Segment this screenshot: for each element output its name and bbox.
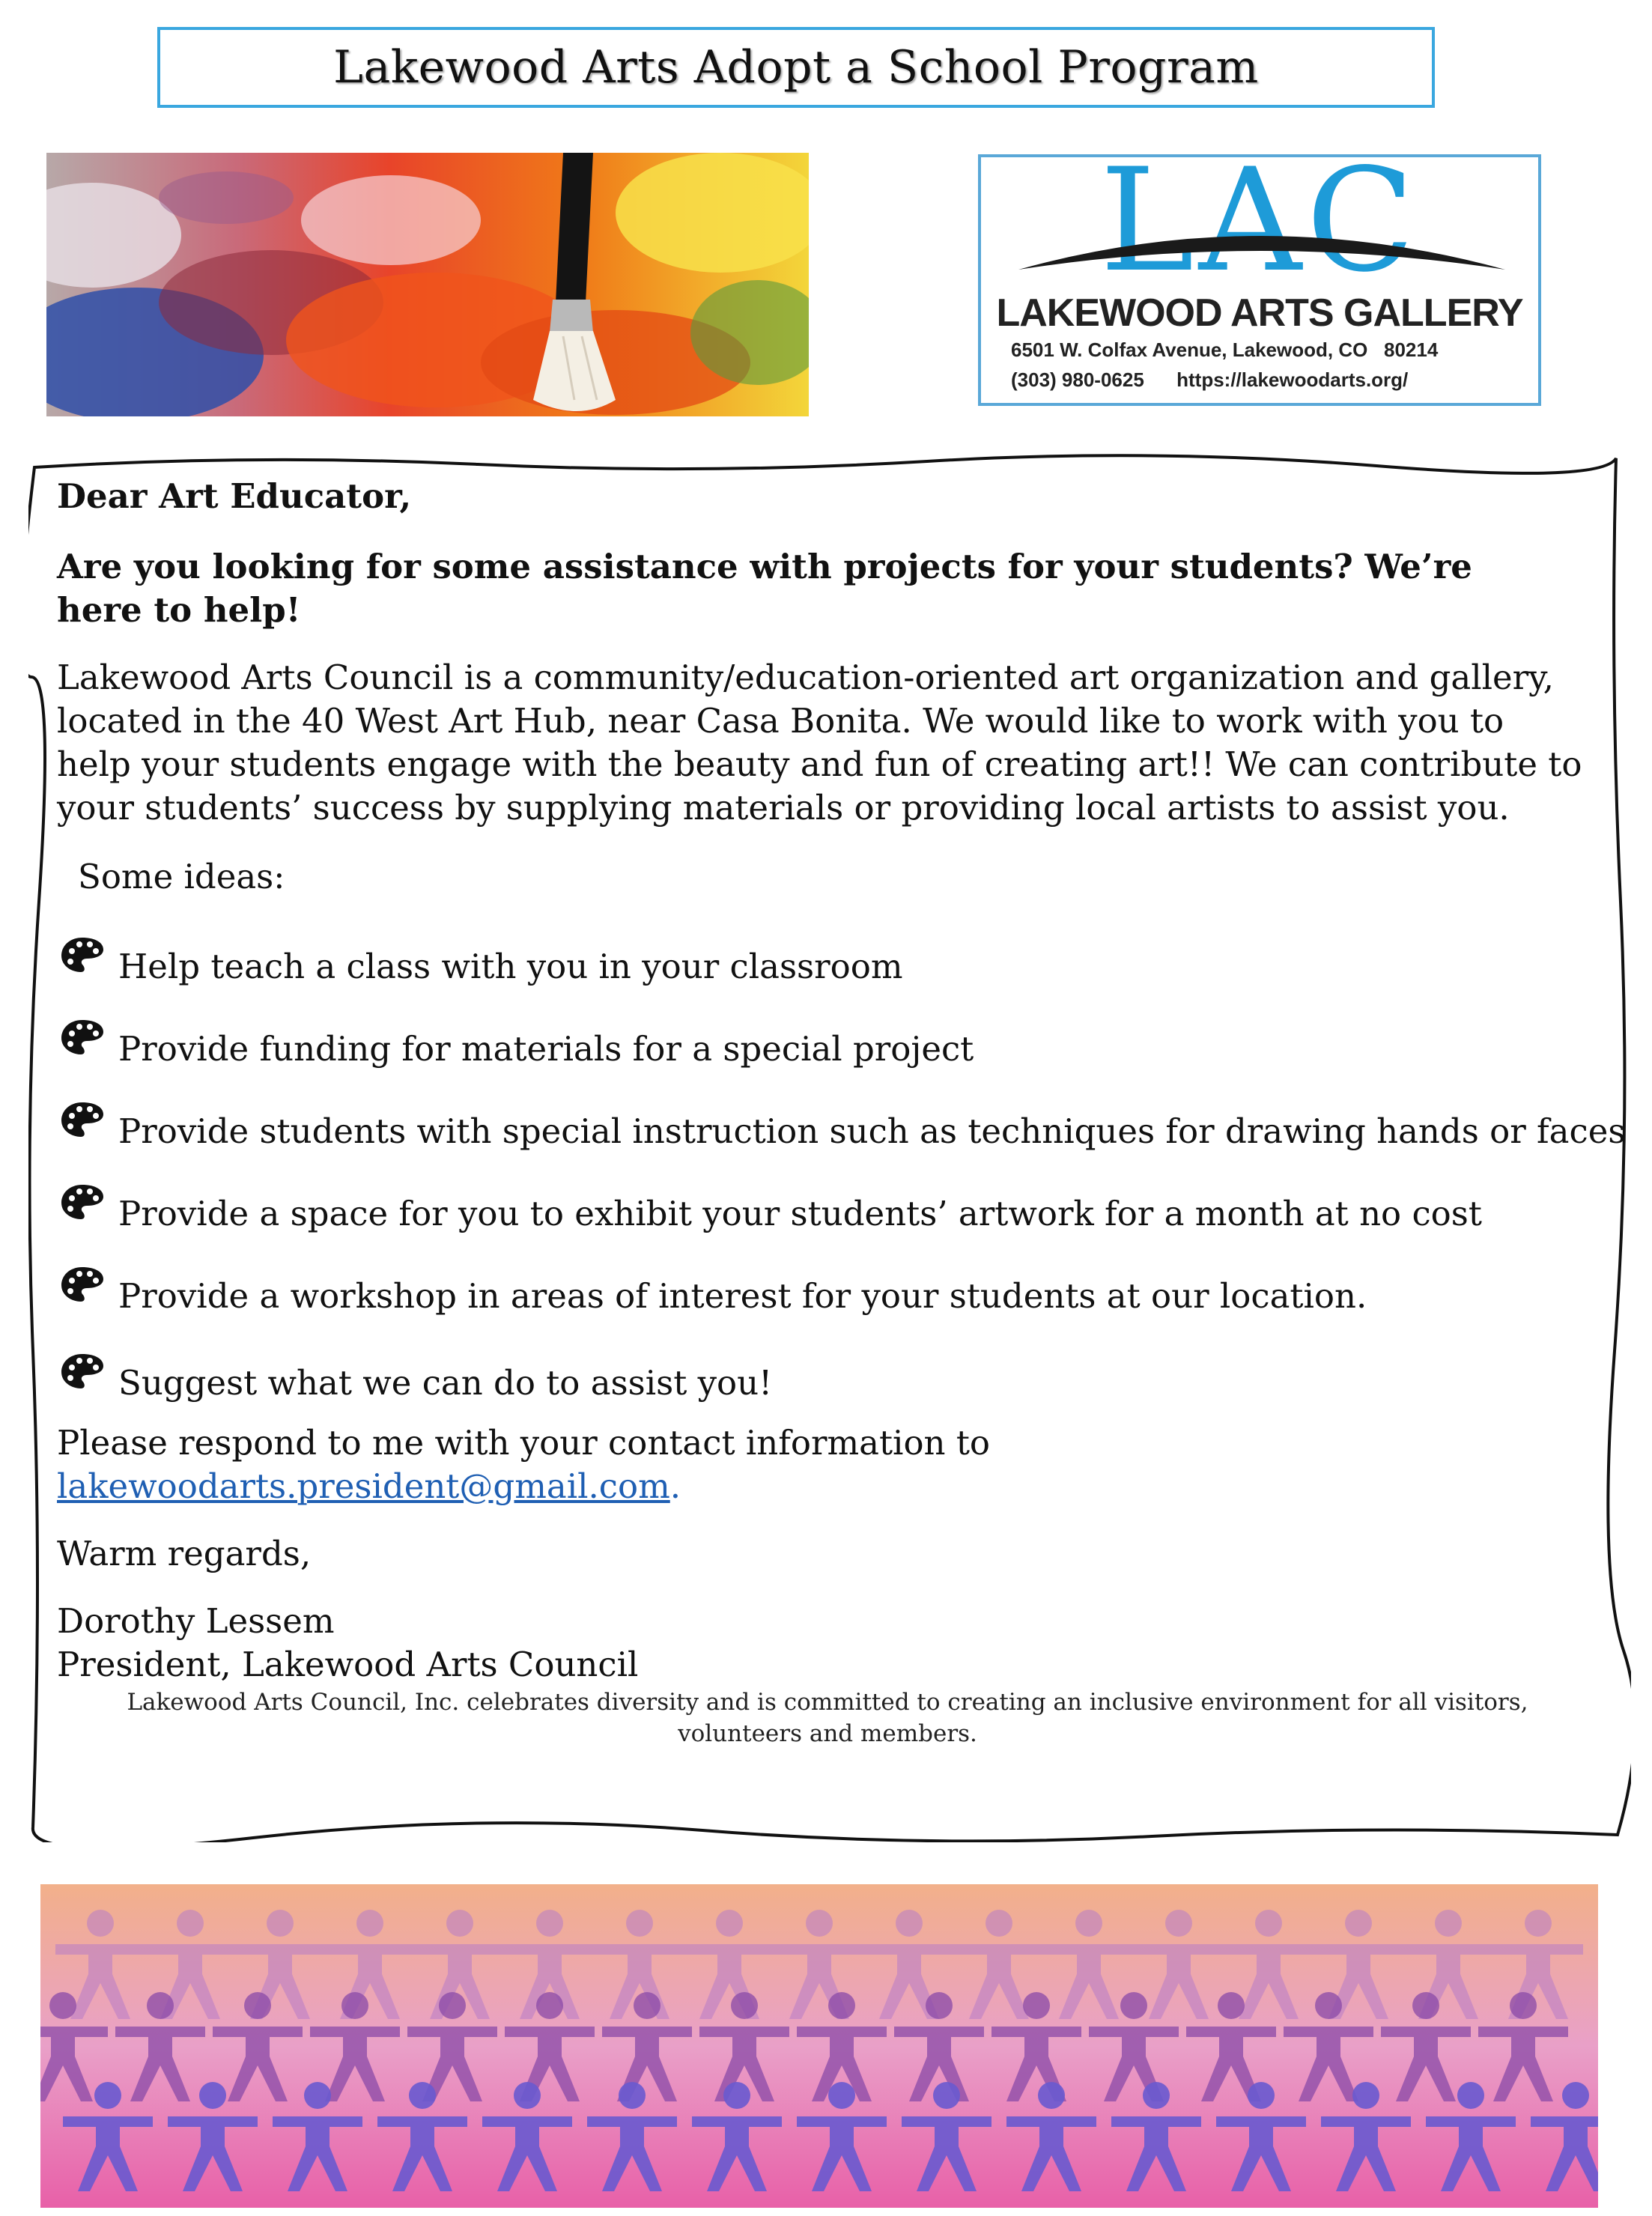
gallery-logo bbox=[978, 154, 1541, 406]
title-box bbox=[157, 27, 1435, 108]
letter-body bbox=[57, 466, 1592, 899]
signer-name: Dorothy Lessem bbox=[57, 1601, 335, 1641]
idea-text: Provide students with special instruction such as techniques for drawing hands or faces bbox=[118, 1111, 1626, 1151]
intro-paragraph: Lakewood Arts Council is a community/education-oriented art organization and gallery, located in the 40 West Art Hub, near Casa Bonita. We would like to work with you to help your students engage with the beauty and fun of creating art!! We can contribute to your students’ success by supplying materials or providing local artists to assist you. bbox=[57, 658, 1582, 828]
logo-contact: (303) 980-0625 https://lakewoodarts.org/ bbox=[1011, 368, 1409, 391]
palette-icon bbox=[60, 1351, 105, 1391]
lac-logo-mark bbox=[981, 157, 1538, 292]
idea-text: Help teach a class with you in your classroom bbox=[118, 947, 903, 986]
idea-text: Suggest what we can do to assist you! bbox=[118, 1363, 773, 1403]
palette-icon bbox=[60, 1264, 105, 1305]
paper-people-image bbox=[40, 1884, 1598, 2208]
greeting: Dear Art Educator, bbox=[57, 476, 412, 516]
logo-name: LAKEWOOD ARTS GALLERY bbox=[996, 291, 1523, 335]
question-heading: Are you looking for some assistance with projects for your students? We’re here to help! bbox=[57, 547, 1472, 630]
list-item bbox=[60, 1192, 1482, 1236]
idea-text: Provide a space for you to exhibit your students’ artwork for a month at no cost bbox=[118, 1194, 1482, 1233]
respond-prefix: Please respond to me with your contact information to bbox=[57, 1423, 991, 1463]
logo-address: 6501 W. Colfax Avenue, Lakewood, CO 80214 bbox=[1011, 339, 1439, 361]
page-title: Lakewood Arts Adopt a School Program bbox=[333, 41, 1259, 94]
diversity-statement: Lakewood Arts Council, Inc. celebrates diversity and is committed to creating an inclusive environment for all visitors, volunteers and members. bbox=[127, 1689, 1528, 1747]
respond-line bbox=[57, 1421, 1592, 1508]
palette-icon bbox=[60, 1099, 105, 1140]
list-item bbox=[60, 1110, 1625, 1153]
email-link[interactable]: lakewoodarts.president@gmail.com bbox=[57, 1466, 670, 1506]
ideas-label: Some ideas: bbox=[78, 857, 285, 896]
palette-icon bbox=[60, 1182, 105, 1222]
idea-text: Provide a workshop in areas of interest for your students at our location. bbox=[118, 1276, 1367, 1316]
letter-closing bbox=[57, 1421, 1592, 1687]
paint-brush-image bbox=[46, 153, 809, 416]
list-item bbox=[60, 1275, 1367, 1318]
palette-icon bbox=[60, 935, 105, 975]
list-item bbox=[60, 1362, 772, 1405]
palette-icon bbox=[60, 1017, 105, 1057]
signer-title: President, Lakewood Arts Council bbox=[57, 1645, 639, 1684]
logo-letters: LAC bbox=[1099, 157, 1420, 292]
list-item bbox=[60, 945, 903, 989]
idea-text: Provide funding for materials for a special project bbox=[118, 1029, 974, 1069]
closing: Warm regards, bbox=[57, 1534, 312, 1573]
list-item bbox=[60, 1027, 974, 1071]
respond-suffix: . bbox=[669, 1466, 681, 1506]
